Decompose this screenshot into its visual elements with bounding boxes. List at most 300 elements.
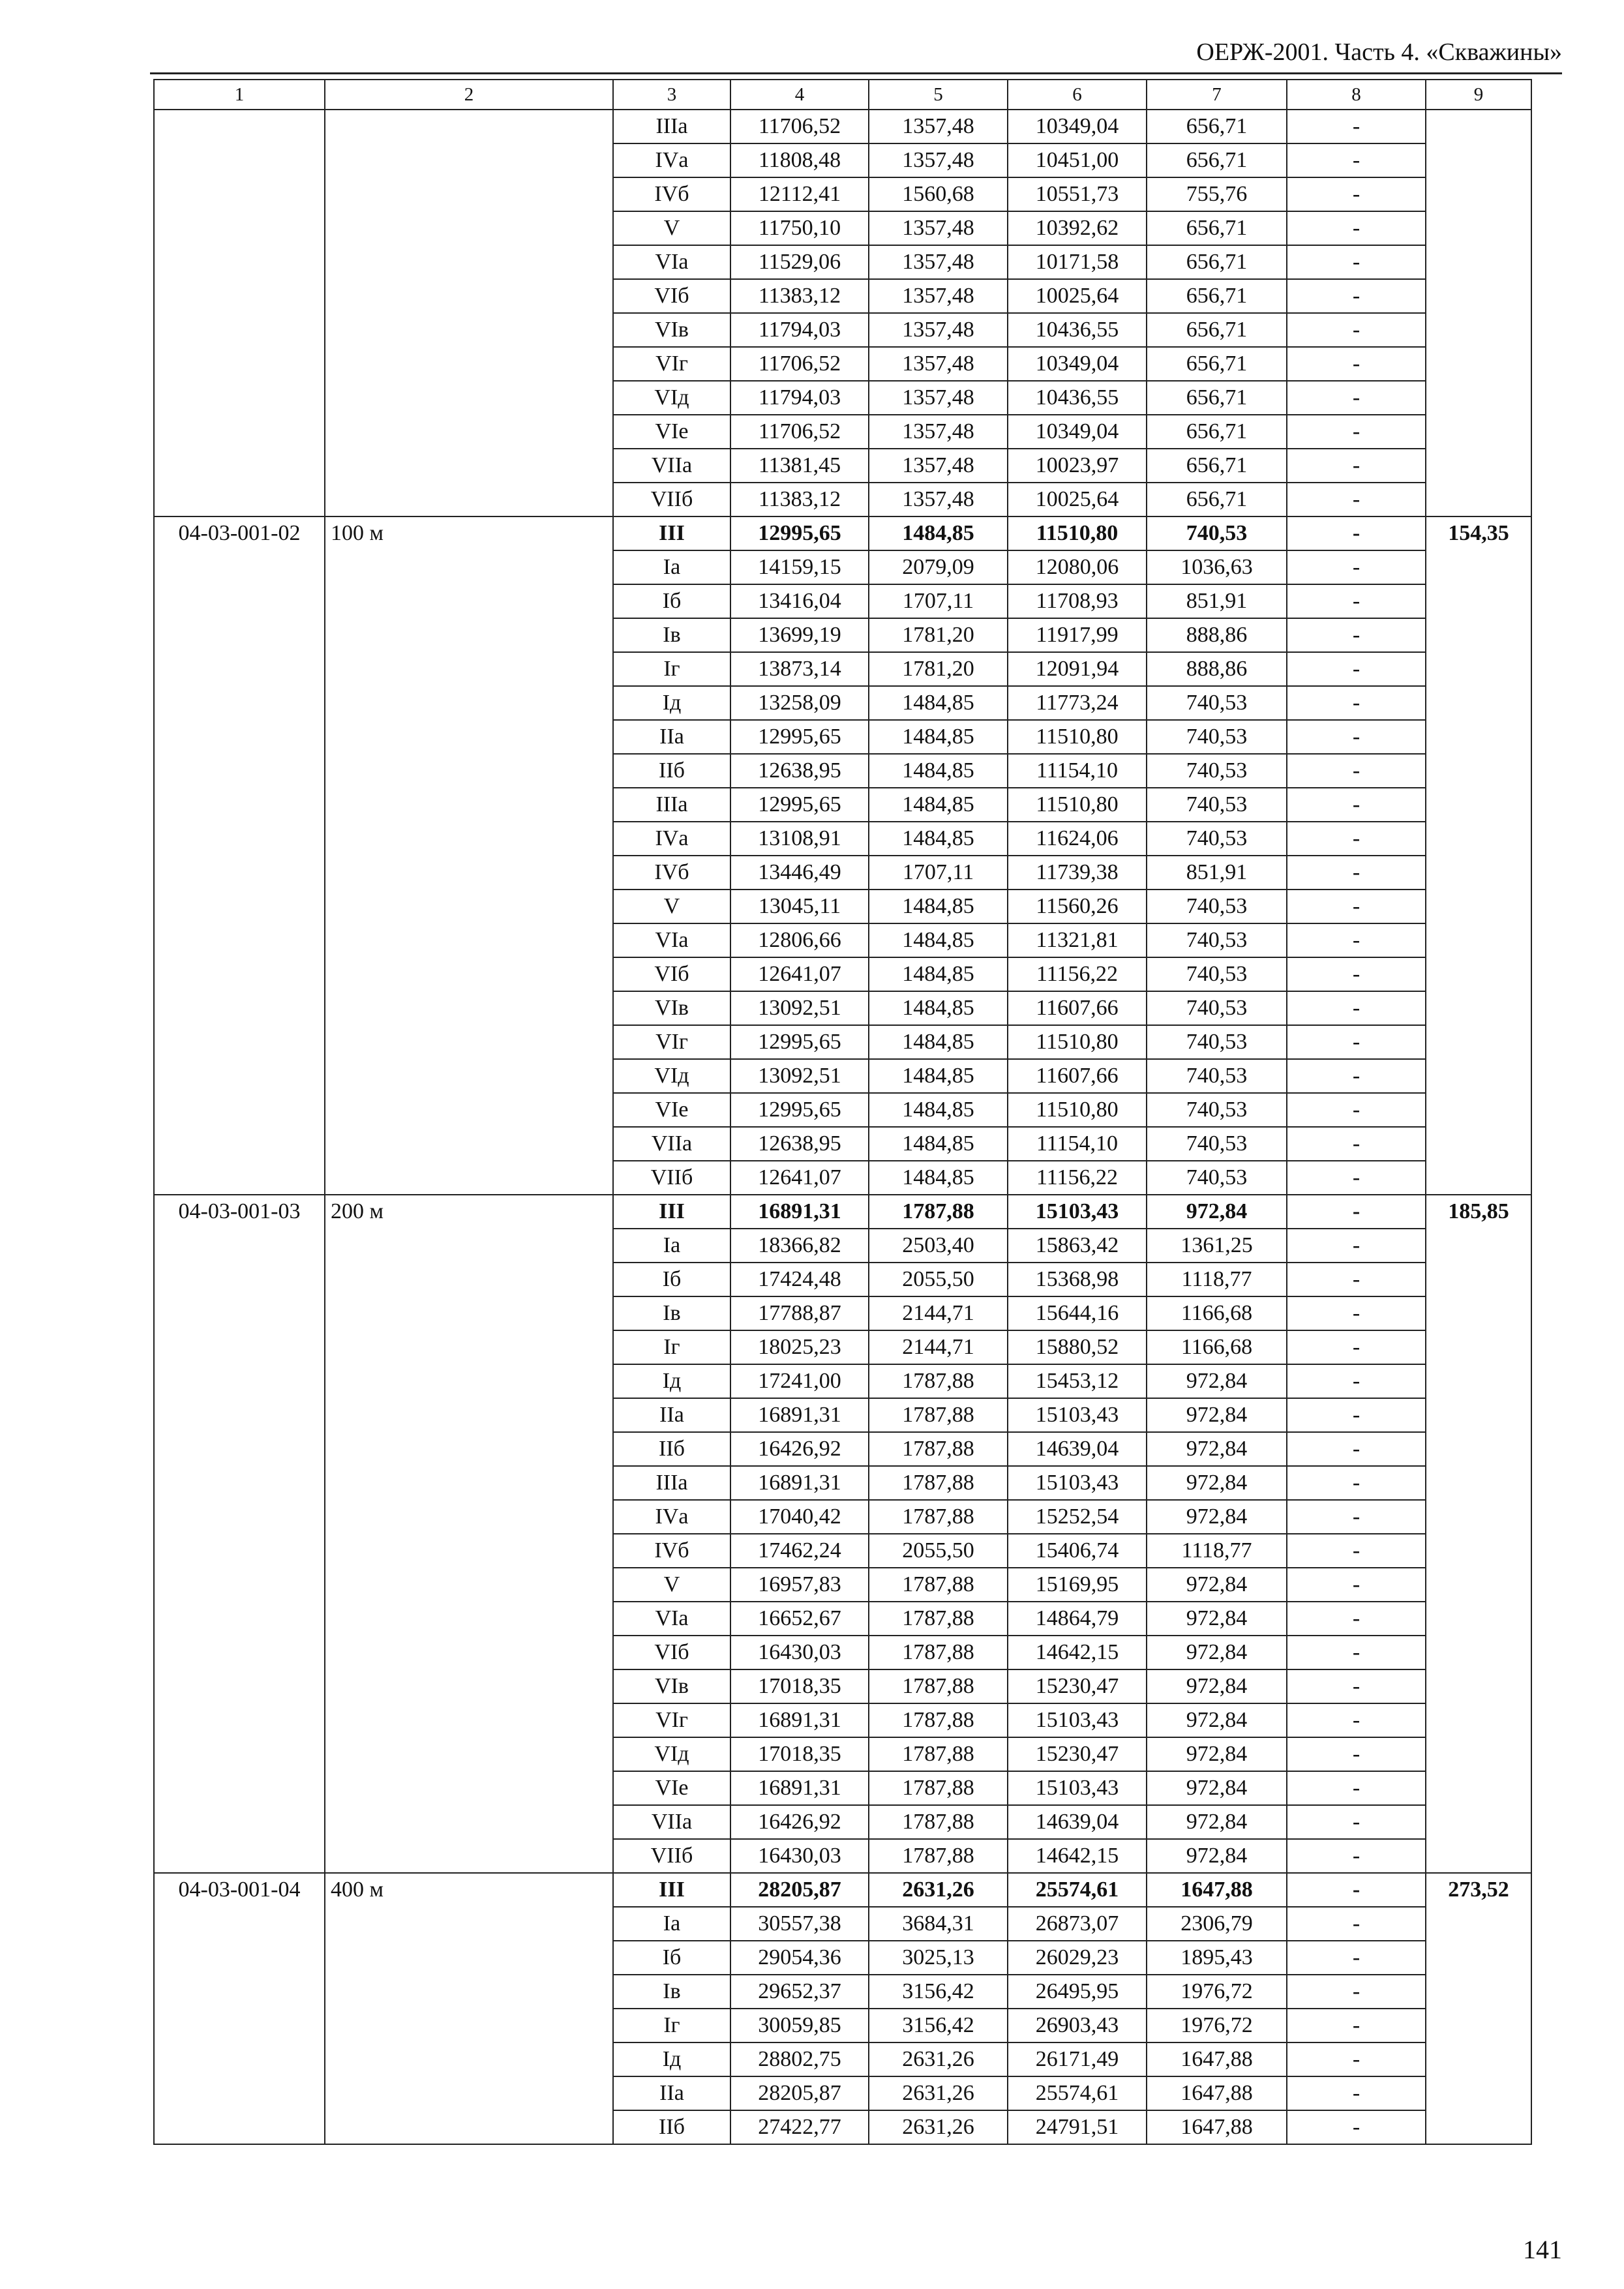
machines-cell: 11154,10 — [1008, 1127, 1147, 1161]
category-cell: Iа — [613, 1229, 730, 1263]
materials-cell: - — [1287, 856, 1426, 890]
materials-cell: - — [1287, 991, 1426, 1025]
category-cell: IIб — [613, 754, 730, 788]
total-cost-cell: 11706,52 — [730, 415, 869, 449]
machinists-wages-cell: 1166,68 — [1147, 1296, 1287, 1330]
category-cell: VIIб — [613, 483, 730, 516]
machinists-wages-cell: 656,71 — [1147, 483, 1287, 516]
wages-cell: 1787,88 — [869, 1466, 1008, 1500]
machinists-wages-cell: 972,84 — [1147, 1669, 1287, 1703]
machinists-wages-cell: 740,53 — [1147, 991, 1287, 1025]
category-cell: VIIа — [613, 1127, 730, 1161]
machines-cell: 14639,04 — [1008, 1432, 1147, 1466]
machinists-wages-cell: 972,84 — [1147, 1432, 1287, 1466]
machinists-wages-cell: 740,53 — [1147, 957, 1287, 991]
total-cost-cell: 11794,03 — [730, 381, 869, 415]
wages-cell: 1484,85 — [869, 822, 1008, 856]
materials-cell: - — [1287, 550, 1426, 584]
materials-cell: - — [1287, 2009, 1426, 2042]
distance-cell — [325, 110, 613, 516]
total-cost-cell: 13092,51 — [730, 1059, 869, 1093]
wages-cell: 1484,85 — [869, 890, 1008, 923]
column-number: 8 — [1287, 80, 1426, 110]
wages-cell: 2055,50 — [869, 1534, 1008, 1568]
machinists-wages-cell: 972,84 — [1147, 1568, 1287, 1602]
machines-cell: 12080,06 — [1008, 550, 1147, 584]
column-number: 3 — [613, 80, 730, 110]
machinists-wages-cell: 740,53 — [1147, 923, 1287, 957]
machines-cell: 10171,58 — [1008, 245, 1147, 279]
machinists-wages-cell: 972,84 — [1147, 1364, 1287, 1398]
machines-cell: 15863,42 — [1008, 1229, 1147, 1263]
materials-cell: - — [1287, 1296, 1426, 1330]
machinists-wages-cell: 1647,88 — [1147, 1873, 1287, 1907]
wages-cell: 1787,88 — [869, 1703, 1008, 1737]
materials-cell: - — [1287, 1568, 1426, 1602]
total-cost-cell: 28205,87 — [730, 1873, 869, 1907]
category-cell: VIе — [613, 1771, 730, 1805]
wages-cell: 1357,48 — [869, 449, 1008, 483]
category-cell: Iв — [613, 618, 730, 652]
category-cell: V — [613, 890, 730, 923]
distance-cell: 100 м — [325, 516, 613, 1195]
materials-cell: - — [1287, 177, 1426, 211]
table-row — [154, 110, 1531, 143]
machinists-wages-cell: 851,91 — [1147, 856, 1287, 890]
machinists-wages-cell: 972,84 — [1147, 1398, 1287, 1432]
materials-cell: - — [1287, 381, 1426, 415]
wages-cell: 1787,88 — [869, 1568, 1008, 1602]
wages-cell: 1781,20 — [869, 618, 1008, 652]
total-cost-cell: 27422,77 — [730, 2110, 869, 2144]
machines-cell: 11607,66 — [1008, 991, 1147, 1025]
materials-cell: - — [1287, 720, 1426, 754]
wages-cell: 2631,26 — [869, 1873, 1008, 1907]
machinists-wages-cell: 1166,68 — [1147, 1330, 1287, 1364]
wages-cell: 1484,85 — [869, 720, 1008, 754]
machines-cell: 11917,99 — [1008, 618, 1147, 652]
machines-cell: 10551,73 — [1008, 177, 1147, 211]
machinists-wages-cell: 656,71 — [1147, 279, 1287, 313]
labor-cost-cell — [1426, 110, 1531, 516]
wages-cell: 1781,20 — [869, 652, 1008, 686]
category-cell: VIд — [613, 1737, 730, 1771]
category-cell: VIд — [613, 1059, 730, 1093]
machinists-wages-cell: 656,71 — [1147, 381, 1287, 415]
machinists-wages-cell: 656,71 — [1147, 313, 1287, 347]
total-cost-cell: 11808,48 — [730, 143, 869, 177]
total-cost-cell: 17462,24 — [730, 1534, 869, 1568]
machines-cell: 15230,47 — [1008, 1737, 1147, 1771]
wages-cell: 1484,85 — [869, 991, 1008, 1025]
category-cell: Iд — [613, 2042, 730, 2076]
machines-cell: 15880,52 — [1008, 1330, 1147, 1364]
materials-cell: - — [1287, 211, 1426, 245]
total-cost-cell: 13416,04 — [730, 584, 869, 618]
machines-cell: 10349,04 — [1008, 347, 1147, 381]
wages-cell: 1787,88 — [869, 1737, 1008, 1771]
machines-cell: 11510,80 — [1008, 720, 1147, 754]
rate-code-cell — [154, 110, 325, 516]
wages-cell: 1787,88 — [869, 1432, 1008, 1466]
total-cost-cell: 12638,95 — [730, 1127, 869, 1161]
category-cell: IVб — [613, 1534, 730, 1568]
column-number: 1 — [154, 80, 325, 110]
category-cell: Iв — [613, 1296, 730, 1330]
materials-cell: - — [1287, 1364, 1426, 1398]
wages-cell: 1484,85 — [869, 516, 1008, 550]
rate-code-cell: 04-03-001-03 — [154, 1195, 325, 1873]
total-cost-cell: 13045,11 — [730, 890, 869, 923]
category-cell: V — [613, 211, 730, 245]
category-cell: IIIа — [613, 1466, 730, 1500]
materials-cell: - — [1287, 1161, 1426, 1195]
total-cost-cell: 11383,12 — [730, 483, 869, 516]
machinists-wages-cell: 740,53 — [1147, 890, 1287, 923]
category-cell: VIIа — [613, 449, 730, 483]
machinists-wages-cell: 740,53 — [1147, 720, 1287, 754]
wages-cell: 1787,88 — [869, 1805, 1008, 1839]
total-cost-cell: 16652,67 — [730, 1602, 869, 1636]
machinists-wages-cell: 972,84 — [1147, 1737, 1287, 1771]
materials-cell: - — [1287, 1330, 1426, 1364]
machines-cell: 12091,94 — [1008, 652, 1147, 686]
materials-cell: - — [1287, 1059, 1426, 1093]
wages-cell: 1484,85 — [869, 1059, 1008, 1093]
category-cell: IIб — [613, 2110, 730, 2144]
category-cell: VIIа — [613, 1805, 730, 1839]
machines-cell: 11510,80 — [1008, 1025, 1147, 1059]
machines-cell: 26029,23 — [1008, 1941, 1147, 1975]
total-cost-cell: 17018,35 — [730, 1737, 869, 1771]
total-cost-cell: 13092,51 — [730, 991, 869, 1025]
materials-cell: - — [1287, 822, 1426, 856]
category-cell: IIа — [613, 2076, 730, 2110]
wages-cell: 2631,26 — [869, 2042, 1008, 2076]
column-number: 9 — [1426, 80, 1531, 110]
machinists-wages-cell: 740,53 — [1147, 788, 1287, 822]
category-cell: III — [613, 1195, 730, 1229]
category-cell: IIIа — [613, 110, 730, 143]
machinists-wages-cell: 656,71 — [1147, 211, 1287, 245]
machines-cell: 26171,49 — [1008, 2042, 1147, 2076]
machines-cell: 25574,61 — [1008, 2076, 1147, 2110]
distance-cell: 400 м — [325, 1873, 613, 2144]
materials-cell: - — [1287, 1466, 1426, 1500]
materials-cell: - — [1287, 449, 1426, 483]
machinists-wages-cell: 972,84 — [1147, 1703, 1287, 1737]
machinists-wages-cell: 740,53 — [1147, 1127, 1287, 1161]
category-cell: IVа — [613, 1500, 730, 1534]
materials-cell: - — [1287, 415, 1426, 449]
machines-cell: 15103,43 — [1008, 1466, 1147, 1500]
wages-cell: 2631,26 — [869, 2076, 1008, 2110]
wages-cell: 1484,85 — [869, 1025, 1008, 1059]
machines-cell: 15169,95 — [1008, 1568, 1147, 1602]
machinists-wages-cell: 972,84 — [1147, 1602, 1287, 1636]
total-cost-cell: 17788,87 — [730, 1296, 869, 1330]
machines-cell: 10451,00 — [1008, 143, 1147, 177]
machinists-wages-cell: 1036,63 — [1147, 550, 1287, 584]
total-cost-cell: 18366,82 — [730, 1229, 869, 1263]
machinists-wages-cell: 972,84 — [1147, 1805, 1287, 1839]
wages-cell: 1787,88 — [869, 1500, 1008, 1534]
column-number: 7 — [1147, 80, 1287, 110]
wages-cell: 2503,40 — [869, 1229, 1008, 1263]
wages-cell: 2055,50 — [869, 1263, 1008, 1296]
wages-cell: 1484,85 — [869, 1093, 1008, 1127]
wages-cell: 1357,48 — [869, 381, 1008, 415]
machinists-wages-cell: 972,84 — [1147, 1636, 1287, 1669]
total-cost-cell: 12641,07 — [730, 957, 869, 991]
wages-cell: 1484,85 — [869, 1127, 1008, 1161]
machines-cell: 11607,66 — [1008, 1059, 1147, 1093]
materials-cell: - — [1287, 1025, 1426, 1059]
total-cost-cell: 29652,37 — [730, 1975, 869, 2009]
wages-cell: 1357,48 — [869, 483, 1008, 516]
column-number: 2 — [325, 80, 613, 110]
category-cell: IIа — [613, 720, 730, 754]
total-cost-cell: 13446,49 — [730, 856, 869, 890]
materials-cell: - — [1287, 1805, 1426, 1839]
total-cost-cell: 16430,03 — [730, 1636, 869, 1669]
machinists-wages-cell: 1118,77 — [1147, 1263, 1287, 1296]
materials-cell: - — [1287, 143, 1426, 177]
machinists-wages-cell: 740,53 — [1147, 822, 1287, 856]
total-cost-cell: 16426,92 — [730, 1805, 869, 1839]
total-cost-cell: 12112,41 — [730, 177, 869, 211]
category-cell: VIа — [613, 245, 730, 279]
machinists-wages-cell: 740,53 — [1147, 754, 1287, 788]
column-number-row — [154, 80, 1531, 110]
materials-cell: - — [1287, 279, 1426, 313]
total-cost-cell: 16891,31 — [730, 1466, 869, 1500]
total-cost-cell: 11381,45 — [730, 449, 869, 483]
machinists-wages-cell: 1647,88 — [1147, 2076, 1287, 2110]
category-cell: VIе — [613, 415, 730, 449]
total-cost-cell: 12995,65 — [730, 516, 869, 550]
machinists-wages-cell: 972,84 — [1147, 1466, 1287, 1500]
category-cell: VIа — [613, 1602, 730, 1636]
materials-cell: - — [1287, 1229, 1426, 1263]
wages-cell: 1484,85 — [869, 788, 1008, 822]
materials-cell: - — [1287, 686, 1426, 720]
total-cost-cell: 17424,48 — [730, 1263, 869, 1296]
wages-cell: 3156,42 — [869, 1975, 1008, 2009]
wages-cell: 2631,26 — [869, 2110, 1008, 2144]
machines-cell: 10349,04 — [1008, 110, 1147, 143]
table-row — [154, 516, 1531, 550]
machines-cell: 26495,95 — [1008, 1975, 1147, 2009]
total-cost-cell: 29054,36 — [730, 1941, 869, 1975]
wages-cell: 1357,48 — [869, 110, 1008, 143]
table-row — [154, 1195, 1531, 1229]
category-cell: IIа — [613, 1398, 730, 1432]
materials-cell: - — [1287, 2076, 1426, 2110]
wages-cell: 1707,11 — [869, 584, 1008, 618]
total-cost-cell: 16891,31 — [730, 1703, 869, 1737]
materials-cell: - — [1287, 1263, 1426, 1296]
machines-cell: 14642,15 — [1008, 1839, 1147, 1873]
wages-cell: 1707,11 — [869, 856, 1008, 890]
total-cost-cell: 11706,52 — [730, 110, 869, 143]
category-cell: VIг — [613, 1703, 730, 1737]
machines-cell: 11624,06 — [1008, 822, 1147, 856]
machines-cell: 14864,79 — [1008, 1602, 1147, 1636]
total-cost-cell: 11529,06 — [730, 245, 869, 279]
total-cost-cell: 11794,03 — [730, 313, 869, 347]
category-cell: VIIб — [613, 1839, 730, 1873]
wages-cell: 1787,88 — [869, 1669, 1008, 1703]
materials-cell: - — [1287, 1941, 1426, 1975]
wages-cell: 1357,48 — [869, 211, 1008, 245]
total-cost-cell: 12806,66 — [730, 923, 869, 957]
machines-cell: 10025,64 — [1008, 483, 1147, 516]
total-cost-cell: 13873,14 — [730, 652, 869, 686]
wages-cell: 1357,48 — [869, 347, 1008, 381]
machinists-wages-cell: 888,86 — [1147, 618, 1287, 652]
materials-cell: - — [1287, 923, 1426, 957]
total-cost-cell: 16891,31 — [730, 1398, 869, 1432]
machines-cell: 14639,04 — [1008, 1805, 1147, 1839]
total-cost-cell: 12641,07 — [730, 1161, 869, 1195]
category-cell: Iд — [613, 1364, 730, 1398]
total-cost-cell: 30557,38 — [730, 1907, 869, 1941]
category-cell: Iд — [613, 686, 730, 720]
materials-cell: - — [1287, 754, 1426, 788]
machines-cell: 11773,24 — [1008, 686, 1147, 720]
materials-cell: - — [1287, 1771, 1426, 1805]
wages-cell: 1357,48 — [869, 279, 1008, 313]
machinists-wages-cell: 851,91 — [1147, 584, 1287, 618]
machines-cell: 15103,43 — [1008, 1703, 1147, 1737]
category-cell: IVб — [613, 177, 730, 211]
running-header: ОЕРЖ-2001. Часть 4. «Скважины» — [1196, 38, 1562, 66]
total-cost-cell: 30059,85 — [730, 2009, 869, 2042]
page-number: 141 — [1523, 2235, 1562, 2264]
total-cost-cell: 17040,42 — [730, 1500, 869, 1534]
machinists-wages-cell: 1647,88 — [1147, 2110, 1287, 2144]
machines-cell: 15406,74 — [1008, 1534, 1147, 1568]
table-row — [154, 1873, 1531, 1907]
category-cell: Iа — [613, 550, 730, 584]
total-cost-cell: 16891,31 — [730, 1771, 869, 1805]
materials-cell: - — [1287, 1195, 1426, 1229]
materials-cell: - — [1287, 1534, 1426, 1568]
labor-cost-cell: 273,52 — [1426, 1873, 1531, 2144]
machines-cell: 14642,15 — [1008, 1636, 1147, 1669]
machinists-wages-cell: 972,84 — [1147, 1839, 1287, 1873]
wages-cell: 1787,88 — [869, 1195, 1008, 1229]
machines-cell: 15103,43 — [1008, 1771, 1147, 1805]
total-cost-cell: 13699,19 — [730, 618, 869, 652]
materials-cell: - — [1287, 957, 1426, 991]
materials-cell: - — [1287, 1500, 1426, 1534]
machinists-wages-cell: 972,84 — [1147, 1771, 1287, 1805]
total-cost-cell: 16957,83 — [730, 1568, 869, 1602]
category-cell: IVб — [613, 856, 730, 890]
machinists-wages-cell: 2306,79 — [1147, 1907, 1287, 1941]
machinists-wages-cell: 740,53 — [1147, 1059, 1287, 1093]
wages-cell: 1560,68 — [869, 177, 1008, 211]
wages-cell: 1484,85 — [869, 686, 1008, 720]
wages-cell: 1787,88 — [869, 1602, 1008, 1636]
category-cell: VIб — [613, 279, 730, 313]
total-cost-cell: 13258,09 — [730, 686, 869, 720]
machines-cell: 26873,07 — [1008, 1907, 1147, 1941]
column-number: 4 — [730, 80, 869, 110]
category-cell: VIб — [613, 1636, 730, 1669]
wages-cell: 1787,88 — [869, 1364, 1008, 1398]
materials-cell: - — [1287, 313, 1426, 347]
total-cost-cell: 14159,15 — [730, 550, 869, 584]
total-cost-cell: 12995,65 — [730, 788, 869, 822]
category-cell: IVа — [613, 822, 730, 856]
materials-cell: - — [1287, 788, 1426, 822]
machines-cell: 11560,26 — [1008, 890, 1147, 923]
machinists-wages-cell: 656,71 — [1147, 110, 1287, 143]
category-cell: VIе — [613, 1093, 730, 1127]
wages-cell: 1484,85 — [869, 754, 1008, 788]
materials-cell: - — [1287, 110, 1426, 143]
machinists-wages-cell: 656,71 — [1147, 347, 1287, 381]
materials-cell: - — [1287, 2042, 1426, 2076]
machinists-wages-cell: 1895,43 — [1147, 1941, 1287, 1975]
materials-cell: - — [1287, 1398, 1426, 1432]
materials-cell: - — [1287, 1127, 1426, 1161]
machines-cell: 24791,51 — [1008, 2110, 1147, 2144]
machines-cell: 26903,43 — [1008, 2009, 1147, 2042]
total-cost-cell: 28802,75 — [730, 2042, 869, 2076]
materials-cell: - — [1287, 1737, 1426, 1771]
category-cell: IVа — [613, 143, 730, 177]
total-cost-cell: 12995,65 — [730, 1025, 869, 1059]
category-cell: VIг — [613, 1025, 730, 1059]
total-cost-cell: 12638,95 — [730, 754, 869, 788]
materials-cell: - — [1287, 1703, 1426, 1737]
machines-cell: 10436,55 — [1008, 313, 1147, 347]
total-cost-cell: 13108,91 — [730, 822, 869, 856]
category-cell: Iб — [613, 584, 730, 618]
machines-cell: 15453,12 — [1008, 1364, 1147, 1398]
machinists-wages-cell: 740,53 — [1147, 686, 1287, 720]
labor-cost-cell: 154,35 — [1426, 516, 1531, 1195]
materials-cell: - — [1287, 1093, 1426, 1127]
machines-cell: 15252,54 — [1008, 1500, 1147, 1534]
machines-cell: 11321,81 — [1008, 923, 1147, 957]
machines-cell: 11510,80 — [1008, 516, 1147, 550]
wages-cell: 1357,48 — [869, 415, 1008, 449]
machines-cell: 15103,43 — [1008, 1398, 1147, 1432]
machinists-wages-cell: 656,71 — [1147, 143, 1287, 177]
machines-cell: 11510,80 — [1008, 1093, 1147, 1127]
machines-cell: 15644,16 — [1008, 1296, 1147, 1330]
wages-cell: 1787,88 — [869, 1771, 1008, 1805]
machines-cell: 11708,93 — [1008, 584, 1147, 618]
wages-cell: 1357,48 — [869, 245, 1008, 279]
category-cell: V — [613, 1568, 730, 1602]
materials-cell: - — [1287, 2110, 1426, 2144]
wages-cell: 1484,85 — [869, 957, 1008, 991]
total-cost-cell: 17018,35 — [730, 1669, 869, 1703]
column-number: 6 — [1008, 80, 1147, 110]
estimate-table — [153, 79, 1532, 2145]
category-cell: VIв — [613, 1669, 730, 1703]
category-cell: Iг — [613, 652, 730, 686]
machinists-wages-cell: 888,86 — [1147, 652, 1287, 686]
machines-cell: 15368,98 — [1008, 1263, 1147, 1296]
machines-cell: 10023,97 — [1008, 449, 1147, 483]
